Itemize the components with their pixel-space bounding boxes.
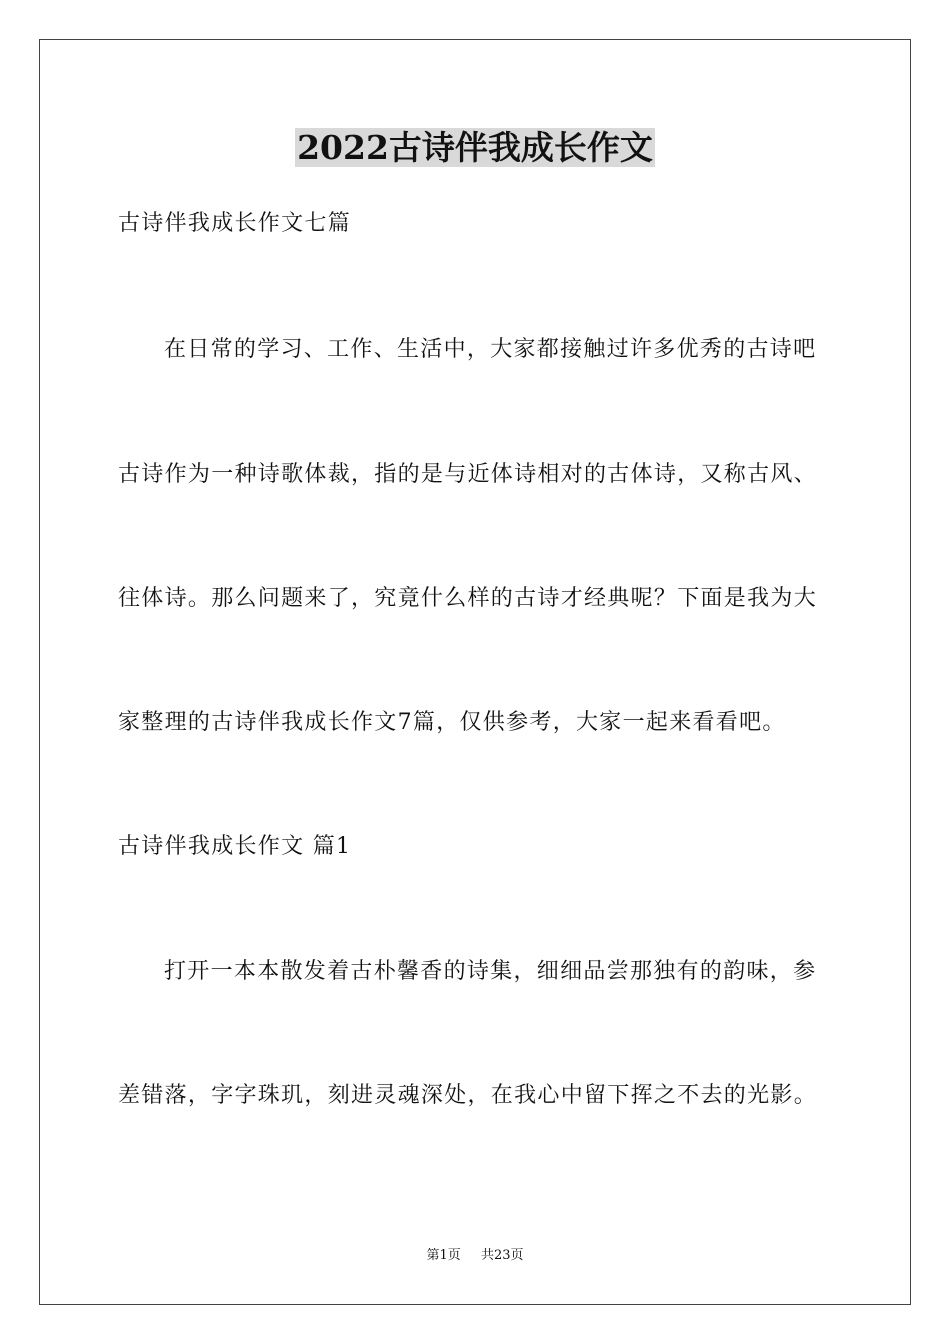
intro-line-2: 古诗作为一种诗歌体裁，指的是与近体诗相对的古体诗，又称古风、 (118, 462, 818, 487)
document-title-text: 2022古诗伴我成长作文 (297, 128, 653, 167)
total-pages: 共23页 (480, 1248, 524, 1263)
intro-line-3: 往体诗。那么问题来了，究竟什么样的古诗才经典呢？下面是我为大 (118, 586, 818, 611)
intro-line-1: 在日常的学习、工作、生活中，大家都接触过许多优秀的古诗吧 (164, 337, 817, 362)
document-title (0, 128, 950, 168)
page-number: 第1页 (426, 1248, 461, 1263)
body-line-2: 差错落，字字珠玑，刻进灵魂深处，在我心中留下挥之不去的光影。 (118, 1083, 818, 1108)
body-line-1: 打开一本本散发着古朴馨香的诗集，细细品尝那独有的韵味，参 (164, 959, 817, 984)
section-heading: 古诗伴我成长作文 篇1 (118, 834, 352, 859)
intro-line-4: 家整理的古诗伴我成长作文7篇，仅供参考，大家一起来看看吧。 (118, 710, 786, 735)
page-footer (0, 1247, 950, 1265)
document-subtitle: 古诗伴我成长作文七篇 (118, 211, 352, 236)
